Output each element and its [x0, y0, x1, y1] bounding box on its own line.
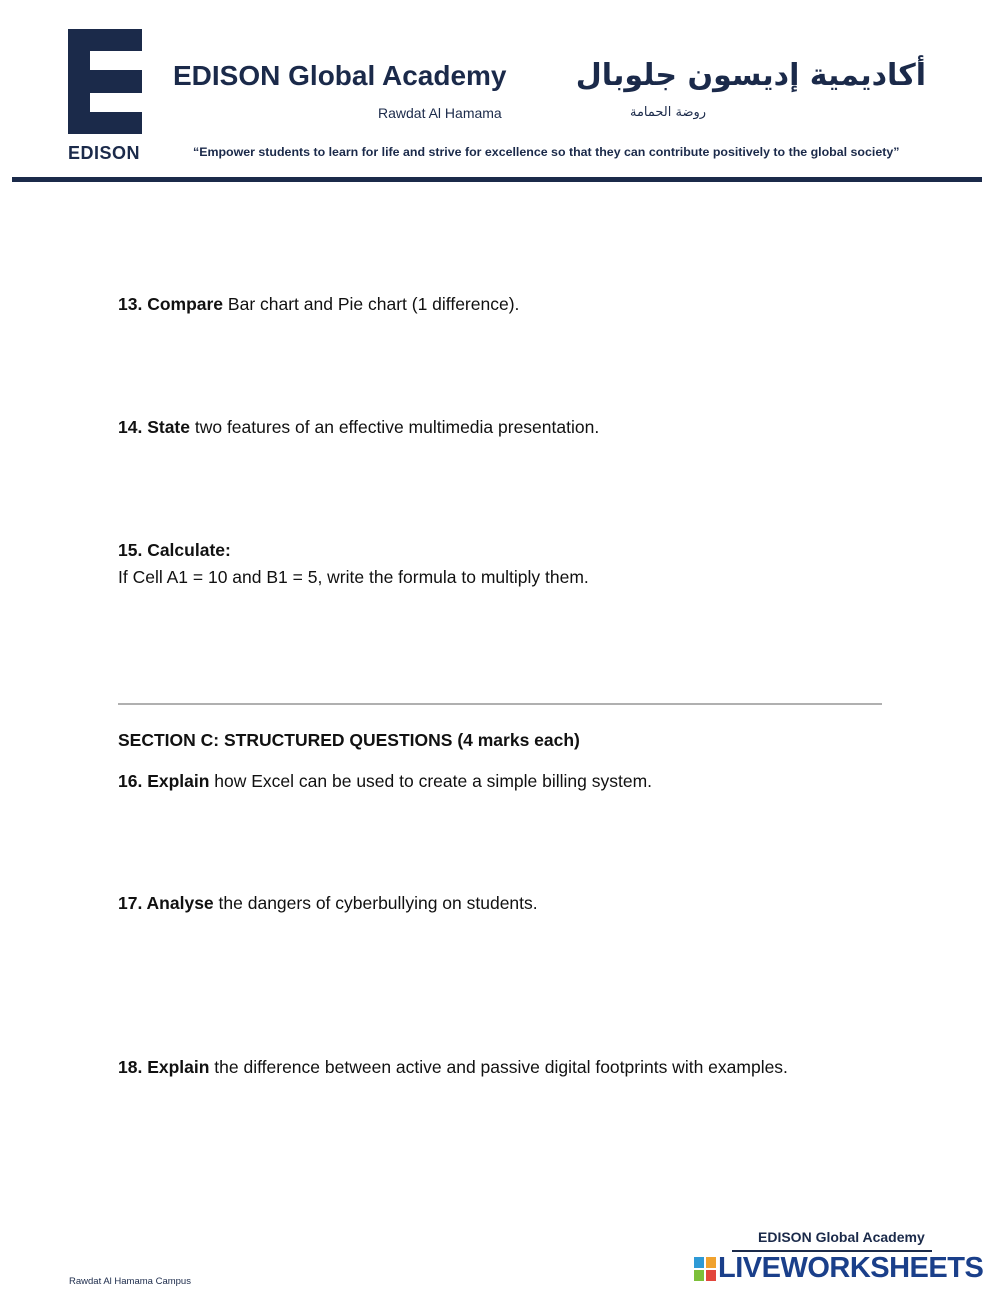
- logo-wordmark: EDISON: [68, 143, 141, 163]
- question-16-text: how Excel can be used to create a simple billing system.: [209, 771, 653, 791]
- question-17: [118, 893, 538, 914]
- question-13: [118, 294, 519, 315]
- question-13-lead: 13. Compare: [118, 294, 224, 314]
- question-16-lead: 16. Explain: [118, 771, 210, 791]
- footer-school-name: EDISON Global Academy: [758, 1229, 925, 1245]
- question-18-text: the difference between active and passive digital footprints with examples.: [209, 1057, 788, 1077]
- school-name: EDISON Global Academy: [173, 60, 507, 91]
- question-18-lead: 18. Explain: [118, 1057, 210, 1077]
- footer-campus: Rawdat Al Hamama Campus: [69, 1276, 191, 1287]
- question-14-lead: 14. State: [118, 417, 190, 437]
- question-18: [118, 1057, 788, 1078]
- liveworksheets-logo-icon: [694, 1257, 716, 1281]
- question-14-text: two features of an effective multimedia presentation.: [189, 417, 600, 437]
- section-divider: [118, 703, 882, 705]
- question-13-text: Bar chart and Pie chart (1 difference).: [223, 294, 520, 314]
- section-c-heading: [118, 730, 580, 751]
- question-15-heading: 15. Calculate:: [118, 540, 231, 560]
- question-15-text: If Cell A1 = 10 and B1 = 5, write the formula to multiply them.: [118, 567, 589, 587]
- section-c-title: SECTION C: STRUCTURED QUESTIONS (4 marks each): [118, 730, 580, 750]
- question-15-lead: [118, 540, 231, 561]
- campus-name-arabic: روضة الحمامة: [630, 105, 707, 120]
- question-16: [118, 771, 652, 792]
- school-motto: “Empower students to learn for life and strive for excellence so that they can contribute positively to the global society”: [193, 145, 900, 159]
- question-17-lead: 17. Analyse: [118, 893, 214, 913]
- liveworksheets-wordmark[interactable]: LIVEWORKSHEETS: [718, 1252, 984, 1284]
- question-17-text: the dangers of cyberbullying on students.: [213, 893, 538, 913]
- edison-logo-icon: [68, 29, 142, 134]
- campus-name: Rawdat Al Hamama: [378, 105, 502, 121]
- question-14: [118, 417, 599, 438]
- school-name-arabic: أكاديمية إديسون جلوبال: [575, 58, 926, 93]
- header-divider: [12, 177, 982, 182]
